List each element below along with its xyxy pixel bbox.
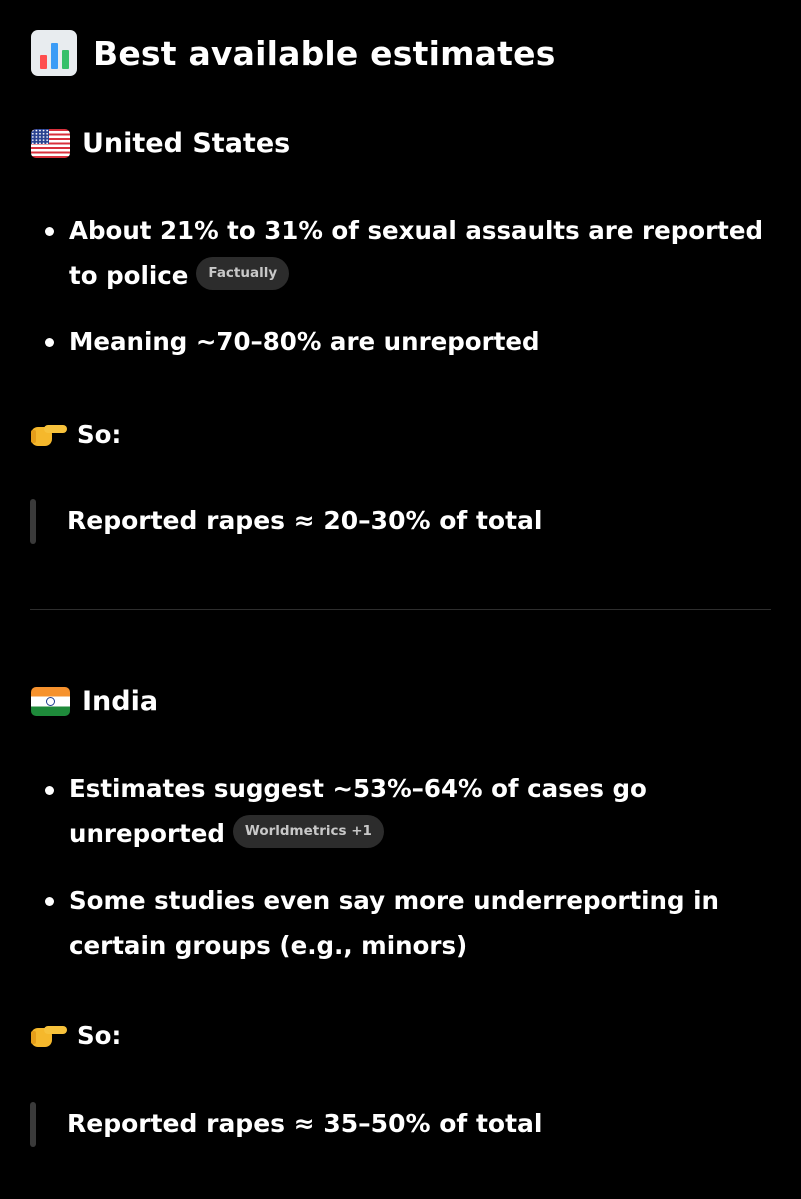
so-line-india <box>31 1017 121 1053</box>
bullet-text: Meaning ~70–80% are unreported <box>69 327 540 356</box>
bullet-text: About 21% to 31% of sexual assaults are reported to police <box>69 216 764 290</box>
bullet-dot <box>45 338 54 347</box>
main-heading <box>31 26 556 80</box>
list-item <box>69 879 769 968</box>
bullet-dot <box>45 786 54 795</box>
main-heading-text: Best available estimates <box>93 33 556 73</box>
source-citation-button[interactable]: Worldmetrics +1 <box>233 815 384 848</box>
us-flag-icon <box>31 129 70 158</box>
bullet-text: Some studies even say more underreporting in certain groups (e.g., minors) <box>69 886 719 960</box>
so-label: So: <box>77 1020 122 1050</box>
section-heading-india <box>31 681 158 721</box>
blockquote-bar <box>30 1102 36 1147</box>
so-line-us <box>31 416 121 452</box>
list-item <box>69 209 769 298</box>
blockquote-india: Reported rapes ≈ 35–50% of total <box>67 1109 543 1138</box>
section-title-india: India <box>82 685 159 717</box>
bullet-dot <box>45 227 54 236</box>
list-item <box>69 320 769 365</box>
section-divider <box>30 609 771 610</box>
pointing-right-icon <box>31 421 67 447</box>
pointing-right-icon <box>31 1022 67 1048</box>
bar-chart-icon <box>31 30 77 76</box>
source-citation-button[interactable]: Factually <box>196 257 289 290</box>
section-title-us: United States <box>82 127 291 159</box>
list-item <box>69 767 769 856</box>
blockquote-bar <box>30 499 36 544</box>
blockquote-us: Reported rapes ≈ 20–30% of total <box>67 506 543 535</box>
bullet-text: Estimates suggest ~53%–64% of cases go unreported <box>69 774 647 848</box>
so-label: So: <box>77 419 122 449</box>
section-heading-us <box>31 123 290 163</box>
bullet-dot <box>45 897 54 906</box>
india-flag-icon <box>31 687 70 716</box>
